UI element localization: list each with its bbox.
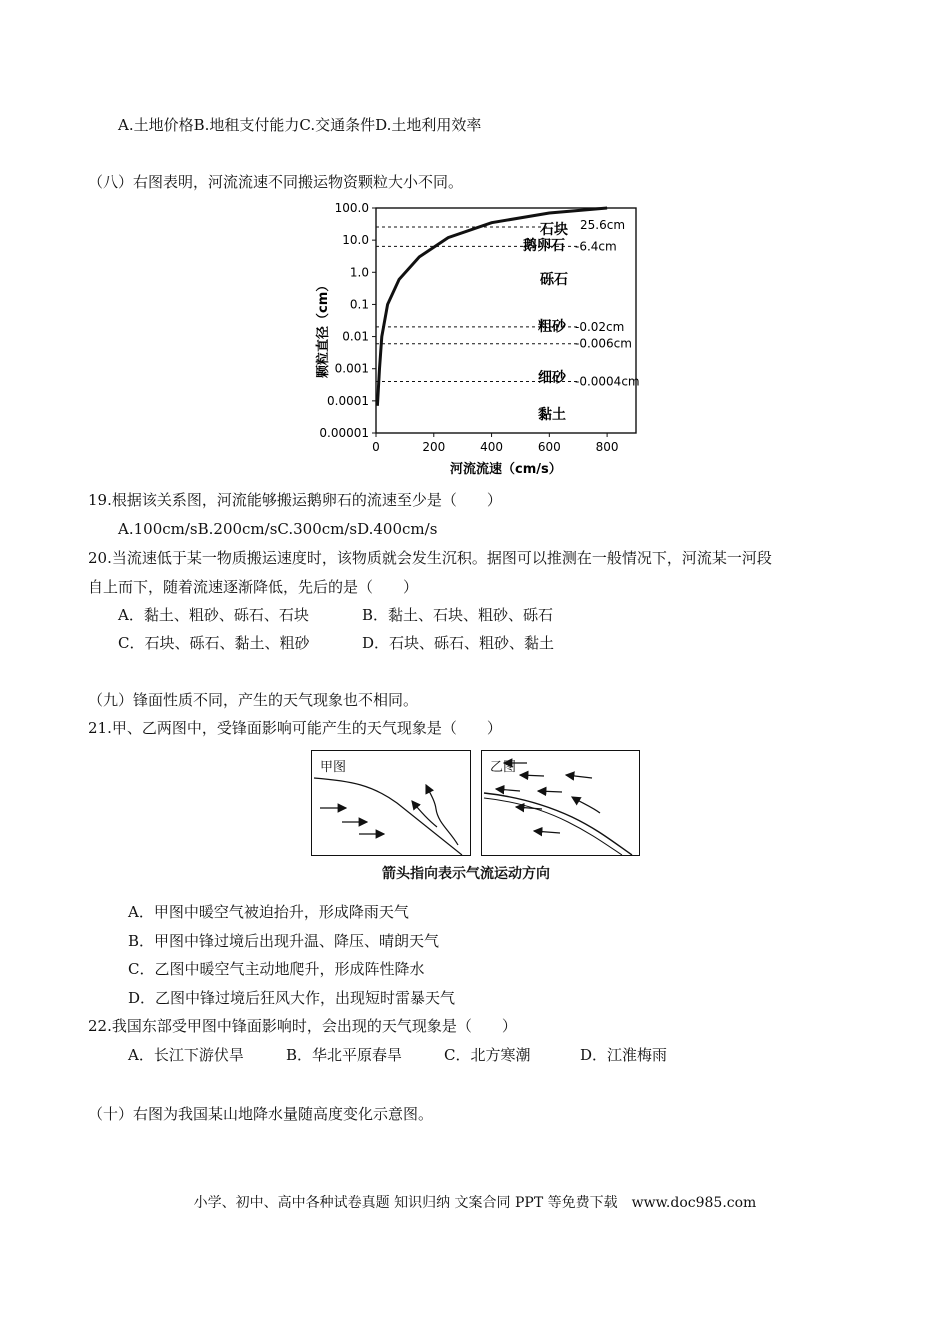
q22-option-a: A．长江下游伏旱 xyxy=(128,1046,244,1064)
y-tick-label: 0.00001 xyxy=(319,426,369,440)
q21-stem: 21.甲、乙两图中，受锋面影响可能产生的天气现象是（ ） xyxy=(88,719,502,737)
arrow-icon xyxy=(426,785,458,845)
x-tick-label: 400 xyxy=(480,440,504,454)
y-tick-label: 0.1 xyxy=(349,297,369,312)
y-tick-label: 0.0001 xyxy=(327,393,369,408)
zone-label-fine-sand: 细砂 xyxy=(538,370,566,386)
arrow-icon xyxy=(538,791,562,792)
front-line-yi xyxy=(484,793,632,855)
threshold-label: 25.6cm xyxy=(580,218,626,233)
q20-stem-line1: 20.当流速低于某一物质搬运速度时，该物质就会发生沉积。据图可以推测在一般情况下，河流某一河段 xyxy=(88,549,772,567)
page-footer: 小学、初中、高中各种试卷真题 知识归纳 文案合同 PPT 等免费下载 www.doc985.com xyxy=(193,1195,757,1211)
chart-curve xyxy=(377,208,607,406)
q20-option-a: A．黏土、粗砂、砾石、石块 xyxy=(118,606,309,624)
velocity-particle-chart xyxy=(310,198,650,478)
chart-x-label: 河流流速（cm/s） xyxy=(450,462,562,477)
q21-option-a: A．甲图中暖空气被迫抬升，形成降雨天气 xyxy=(128,903,409,921)
zone-label-coarse-sand: 粗砂 xyxy=(538,319,566,335)
q19-options: A.100cm/sB.200cm/sC.300cm/sD.400cm/s xyxy=(118,520,438,538)
zone-label-clay: 黏土 xyxy=(538,407,566,423)
threshold-label: -0.006cm xyxy=(575,336,632,351)
q21-option-d: D．乙图中锋过境后狂风大作，出现短时雷暴天气 xyxy=(128,989,456,1007)
zone-label-gravel: 砾石 xyxy=(540,272,568,288)
arrow-icon xyxy=(520,775,544,776)
arrow-icon xyxy=(534,831,560,833)
threshold-label: -0.02cm xyxy=(575,319,625,334)
y-tick-label: 0.01 xyxy=(342,329,369,344)
front-diagram-caption: 箭头指向表示气流运动方向 xyxy=(382,866,550,882)
q19-stem: 19.根据该关系图，河流能够搬运鹅卵石的流速至少是（ ） xyxy=(88,491,502,509)
arrow-icon xyxy=(516,807,542,809)
x-tick-label: 600 xyxy=(537,440,561,454)
y-tick-label: 100.0 xyxy=(334,201,369,215)
section10-intro: （十）右图为我国某山地降水量随高度变化示意图。 xyxy=(88,1105,434,1123)
y-tick-label: 1.0 xyxy=(349,265,369,280)
front-diagram-yi-label: 乙图 xyxy=(490,760,517,775)
q20-option-d: D．石块、砾石、粗砂、黏土 xyxy=(362,634,555,652)
q20-option-c: C．石块、砾石、黏土、粗砂 xyxy=(118,634,310,652)
q22-option-b: B．华北平原春旱 xyxy=(286,1046,403,1064)
x-tick-label: 800 xyxy=(595,440,619,454)
q22-option-d: D．江淮梅雨 xyxy=(580,1046,668,1064)
section8-intro: （八）右图表明，河流流速不同搬运物资颗粒大小不同。 xyxy=(88,173,464,191)
section9-intro: （九）锋面性质不同，产生的天气现象也不相同。 xyxy=(88,691,419,709)
arrow-icon xyxy=(572,797,600,813)
q21-option-b: B．甲图中锋过境后出现升温、降压、晴朗天气 xyxy=(128,932,440,950)
q21-option-c: C．乙图中暖空气主动地爬升，形成阵性降水 xyxy=(128,960,425,978)
front-diagram-jia-label: 甲图 xyxy=(320,760,347,775)
front-line-jia xyxy=(314,778,462,855)
threshold-label: -0.0004cm xyxy=(575,374,640,389)
arrow-icon xyxy=(496,789,520,791)
q18-options: A.土地价格B.地租支付能力C.交通条件D.土地利用效率 xyxy=(118,116,482,134)
zone-label-pebble: 鹅卵石 xyxy=(523,238,565,254)
front-diagram-jia xyxy=(311,750,471,856)
y-tick-label: 10.0 xyxy=(342,233,369,248)
x-tick-label: 200 xyxy=(422,440,446,454)
front-diagram-yi xyxy=(481,750,640,856)
q22-stem: 22.我国东部受甲图中锋面影响时，会出现的天气现象是（ ） xyxy=(88,1017,517,1035)
arrow-icon xyxy=(566,775,592,778)
zone-label-stone: 石块 xyxy=(540,222,568,238)
arrow-icon xyxy=(412,801,437,827)
q22-option-c: C．北方寒潮 xyxy=(444,1046,531,1064)
x-tick-label: 0 xyxy=(372,440,380,454)
threshold-label: -6.4cm xyxy=(575,239,617,254)
q20-option-b: B．黏土、石块、粗砂、砾石 xyxy=(362,606,554,624)
chart-y-label: 颗粒直径（cm） xyxy=(316,278,331,378)
front-line-yi-inner xyxy=(484,798,622,855)
q20-stem-line2: 自上而下，随着流速逐渐降低，先后的是（ ） xyxy=(88,578,419,596)
y-tick-label: 0.001 xyxy=(334,361,369,376)
